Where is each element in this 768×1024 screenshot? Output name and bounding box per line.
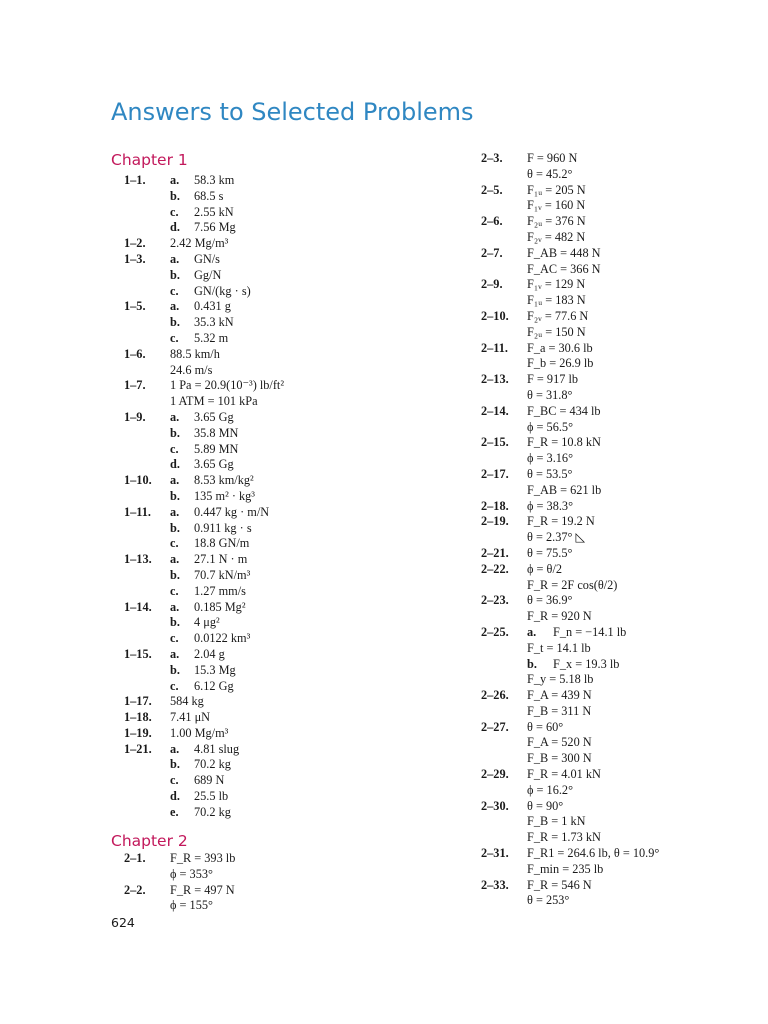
problem-number: 2–21. bbox=[481, 545, 509, 560]
page-title: Answers to Selected Problems bbox=[111, 98, 474, 126]
problem-number: 2–25. bbox=[481, 624, 509, 639]
answer-value: F_AB = 621 lb bbox=[527, 482, 602, 497]
answer-value: θ = 75.5° bbox=[527, 545, 573, 560]
problem-number: 2–33. bbox=[481, 877, 509, 892]
part-label: c. bbox=[170, 678, 179, 693]
problem-number: 2–29. bbox=[481, 767, 509, 782]
problem-number: 2–10. bbox=[481, 308, 509, 323]
problem-number: 2–23. bbox=[481, 593, 509, 608]
answer-value: F_t = 14.1 lb bbox=[527, 640, 591, 655]
answer-value: 0.431 g bbox=[194, 299, 231, 314]
answer-value: F₁ᵥ = 160 N bbox=[527, 198, 586, 213]
problem-number: 2–14. bbox=[481, 403, 509, 418]
part-label: a. bbox=[170, 646, 180, 661]
answer-value: F_R1 = 264.6 lb, θ = 10.9° bbox=[527, 846, 660, 861]
part-label: a. bbox=[170, 409, 180, 424]
answer-value: 0.447 kg · m/N bbox=[194, 504, 270, 519]
problem-number: 2–17. bbox=[481, 466, 509, 481]
answer-value: 1 Pa = 20.9(10⁻³) lb/ft² bbox=[170, 378, 285, 393]
problem-number: 1–17. bbox=[124, 694, 152, 709]
part-label: b. bbox=[170, 520, 180, 535]
part-label: c. bbox=[170, 441, 179, 456]
part-label: b. bbox=[170, 757, 180, 772]
answer-value: θ = 53.5° bbox=[527, 466, 573, 481]
part-label: e. bbox=[170, 804, 179, 819]
problem-number: 2–31. bbox=[481, 846, 509, 861]
answer-value: F_y = 5.18 lb bbox=[527, 672, 594, 687]
answer-value: ϕ = 353° bbox=[170, 866, 213, 881]
answer-value: 58.3 km bbox=[194, 173, 235, 187]
answer-value: F₁ᵤ = 183 N bbox=[527, 293, 586, 308]
answer-value: θ = 45.2° bbox=[527, 166, 573, 181]
part-label: c. bbox=[170, 283, 179, 298]
answer-value: 70.2 kg bbox=[194, 757, 231, 772]
problem-number: 1–19. bbox=[124, 725, 152, 740]
part-label: b. bbox=[170, 315, 180, 330]
answer-value: 27.1 N · m bbox=[194, 552, 248, 567]
answer-value: 70.2 kg bbox=[194, 804, 231, 819]
problem-number: 2–9. bbox=[481, 277, 503, 292]
answer-value: 6.12 Gg bbox=[194, 678, 234, 693]
answer-value: 25.5 lb bbox=[194, 789, 229, 804]
problem-number: 1–13. bbox=[124, 552, 152, 567]
answer-value: 2.42 Mg/m³ bbox=[170, 236, 229, 251]
answer-value: ϕ = 16.2° bbox=[527, 782, 573, 797]
part-label: a. bbox=[170, 251, 180, 266]
answer-value: F₂ᵤ = 150 N bbox=[527, 324, 586, 339]
answer-value: 5.32 m bbox=[194, 330, 229, 345]
part-label: c. bbox=[170, 330, 179, 345]
problem-number: 2–3. bbox=[481, 151, 503, 165]
answer-value: F_R = 4.01 kN bbox=[527, 767, 601, 782]
part-label: a. bbox=[170, 552, 180, 567]
answer-value: F_B = 311 N bbox=[527, 703, 592, 718]
answer-value: F₂ᵤ = 376 N bbox=[527, 214, 586, 229]
answer-value: F_R = 10.8 kN bbox=[527, 435, 601, 450]
problem-number: 2–18. bbox=[481, 498, 509, 513]
answer-value: F_BC = 434 lb bbox=[527, 403, 601, 418]
problem-number: 2–30. bbox=[481, 798, 509, 813]
part-label: b. bbox=[170, 615, 180, 630]
part-label: b. bbox=[170, 267, 180, 282]
answer-value: F_AB = 448 N bbox=[527, 245, 601, 260]
part-label: b. bbox=[527, 656, 537, 671]
part-label: a. bbox=[170, 173, 180, 187]
answer-value: 0.185 Mg² bbox=[194, 599, 246, 614]
answer-value: 35.3 kN bbox=[194, 315, 234, 330]
answer-value: 18.8 GN/m bbox=[194, 536, 250, 551]
part-label: b. bbox=[170, 425, 180, 440]
part-label: d. bbox=[170, 220, 180, 235]
answer-value: F_x = 19.3 lb bbox=[553, 656, 620, 671]
problem-number: 1–9. bbox=[124, 409, 146, 424]
answer-value: F_A = 520 N bbox=[527, 735, 592, 750]
answer-value: 2.04 g bbox=[194, 646, 225, 661]
problem-number: 1–3. bbox=[124, 251, 146, 266]
answer-value: 5.89 MN bbox=[194, 441, 239, 456]
answer-value: F_R = 497 N bbox=[170, 882, 235, 897]
part-label: b. bbox=[170, 567, 180, 582]
problem-number: 2–2. bbox=[124, 882, 146, 897]
part-label: a. bbox=[527, 624, 537, 639]
part-label: c. bbox=[170, 773, 179, 788]
answer-value: 1.27 mm/s bbox=[194, 583, 246, 598]
answer-value: 1 ATM = 101 kPa bbox=[170, 394, 258, 409]
answer-value: GN/(kg · s) bbox=[194, 283, 251, 298]
page-number: 624 bbox=[111, 915, 135, 930]
part-label: a. bbox=[170, 741, 180, 756]
answer-value: F₁ᵤ = 205 N bbox=[527, 182, 586, 197]
part-label: c. bbox=[170, 631, 179, 646]
answer-value: 8.53 km/kg² bbox=[194, 473, 254, 488]
part-label: c. bbox=[170, 204, 179, 219]
answer-value: GN/s bbox=[194, 251, 220, 266]
problem-number: 1–6. bbox=[124, 346, 146, 361]
answer-value: ϕ = 38.3° bbox=[527, 498, 573, 513]
problem-number: 2–5. bbox=[481, 182, 503, 197]
problem-number: 1–7. bbox=[124, 378, 146, 393]
part-label: a. bbox=[170, 299, 180, 314]
answer-value: F_R = 19.2 N bbox=[527, 514, 595, 529]
part-label: a. bbox=[170, 599, 180, 614]
problem-number: 2–22. bbox=[481, 561, 509, 576]
answer-value: 584 kg bbox=[170, 694, 204, 709]
part-label: d. bbox=[170, 457, 180, 472]
part-label: c. bbox=[170, 583, 179, 598]
answer-value: 135 m² · kg³ bbox=[194, 488, 255, 503]
answer-value: 68.5 s bbox=[194, 188, 224, 203]
answer-value: F = 917 lb bbox=[527, 372, 579, 387]
part-label: a. bbox=[170, 504, 180, 519]
answer-value: θ = 60° bbox=[527, 719, 564, 734]
answer-value: F₂ᵥ = 77.6 N bbox=[527, 308, 589, 323]
problem-number: 1–14. bbox=[124, 599, 152, 614]
answer-value: F_R = 920 N bbox=[527, 609, 592, 624]
chapter-2-heading: Chapter 2 bbox=[111, 832, 188, 850]
part-label: b. bbox=[170, 188, 180, 203]
answer-value: ϕ = 3.16° bbox=[527, 451, 573, 466]
answer-value: 1.00 Mg/m³ bbox=[170, 725, 229, 740]
answer-value: F_min = 235 lb bbox=[527, 861, 604, 876]
answer-value: θ = 253° bbox=[527, 893, 570, 908]
answer-value: F_R = 1.73 kN bbox=[527, 830, 601, 845]
answer-value: θ = 90° bbox=[527, 798, 564, 813]
answer-value: θ = 31.8° bbox=[527, 387, 573, 402]
answer-value: 7.41 μN bbox=[170, 710, 211, 725]
problem-number: 2–13. bbox=[481, 372, 509, 387]
problem-number: 2–7. bbox=[481, 245, 503, 260]
problem-number: 1–18. bbox=[124, 710, 152, 725]
answer-value: F_R = 393 lb bbox=[170, 851, 236, 865]
problem-number: 1–2. bbox=[124, 236, 146, 251]
answer-value: 70.7 kN/m³ bbox=[194, 567, 251, 582]
answer-value: 3.65 Gg bbox=[194, 457, 234, 472]
problem-number: 2–6. bbox=[481, 214, 503, 229]
problem-number: 1–5. bbox=[124, 299, 146, 314]
problem-number: 1–10. bbox=[124, 473, 152, 488]
answer-value: 7.56 Mg bbox=[194, 220, 236, 235]
answer-value: 4 μg² bbox=[194, 615, 220, 630]
answer-value: 35.8 MN bbox=[194, 425, 239, 440]
answer-value: ϕ = 155° bbox=[170, 898, 213, 913]
part-label: b. bbox=[170, 662, 180, 677]
answer-value: 88.5 km/h bbox=[170, 346, 220, 361]
answer-value: θ = 2.37° ◺ bbox=[527, 530, 585, 545]
answer-value: 4.81 slug bbox=[194, 741, 240, 756]
answer-value: F₁ᵥ = 129 N bbox=[527, 277, 586, 292]
problem-number: 1–21. bbox=[124, 741, 152, 756]
answer-value: F_A = 439 N bbox=[527, 688, 592, 703]
answer-value: Gg/N bbox=[194, 267, 222, 282]
answer-value: 689 N bbox=[194, 773, 225, 788]
problem-number: 2–27. bbox=[481, 719, 509, 734]
answer-value: F_a = 30.6 lb bbox=[527, 340, 593, 355]
answer-value: F_AC = 366 N bbox=[527, 261, 601, 276]
answer-value: 2.55 kN bbox=[194, 204, 234, 219]
problem-number: 2–26. bbox=[481, 688, 509, 703]
answer-value: F₂ᵥ = 482 N bbox=[527, 229, 586, 244]
problem-number: 2–15. bbox=[481, 435, 509, 450]
part-label: b. bbox=[170, 488, 180, 503]
answer-value: 15.3 Mg bbox=[194, 662, 236, 677]
answer-value: ϕ = 56.5° bbox=[527, 419, 573, 434]
answer-value: ϕ = θ/2 bbox=[527, 561, 563, 576]
part-label: d. bbox=[170, 789, 180, 804]
part-label: a. bbox=[170, 473, 180, 488]
answer-value: 0.0122 km³ bbox=[194, 631, 251, 646]
answer-value: 24.6 m/s bbox=[170, 362, 213, 377]
answer-value: 3.65 Gg bbox=[194, 409, 234, 424]
problem-number: 2–19. bbox=[481, 514, 509, 529]
answer-value: F_B = 300 N bbox=[527, 751, 592, 766]
problem-number: 1–11. bbox=[124, 504, 151, 519]
answer-value: F = 960 N bbox=[527, 151, 578, 165]
answer-value: F_b = 26.9 lb bbox=[527, 356, 594, 371]
chapter-1-heading: Chapter 1 bbox=[111, 151, 188, 169]
problem-number: 2–1. bbox=[124, 851, 146, 865]
answer-value: F_n = −14.1 lb bbox=[553, 624, 627, 639]
problem-number: 2–11. bbox=[481, 340, 508, 355]
answer-value: F_B = 1 kN bbox=[527, 814, 586, 829]
answer-value: θ = 36.9° bbox=[527, 593, 573, 608]
part-label: c. bbox=[170, 536, 179, 551]
answer-value: F_R = 546 N bbox=[527, 877, 592, 892]
problem-number: 1–15. bbox=[124, 646, 152, 661]
answer-value: 0.911 kg · s bbox=[194, 520, 252, 535]
problem-number: 1–1. bbox=[124, 173, 146, 187]
answer-value: F_R = 2F cos(θ/2) bbox=[527, 577, 618, 592]
